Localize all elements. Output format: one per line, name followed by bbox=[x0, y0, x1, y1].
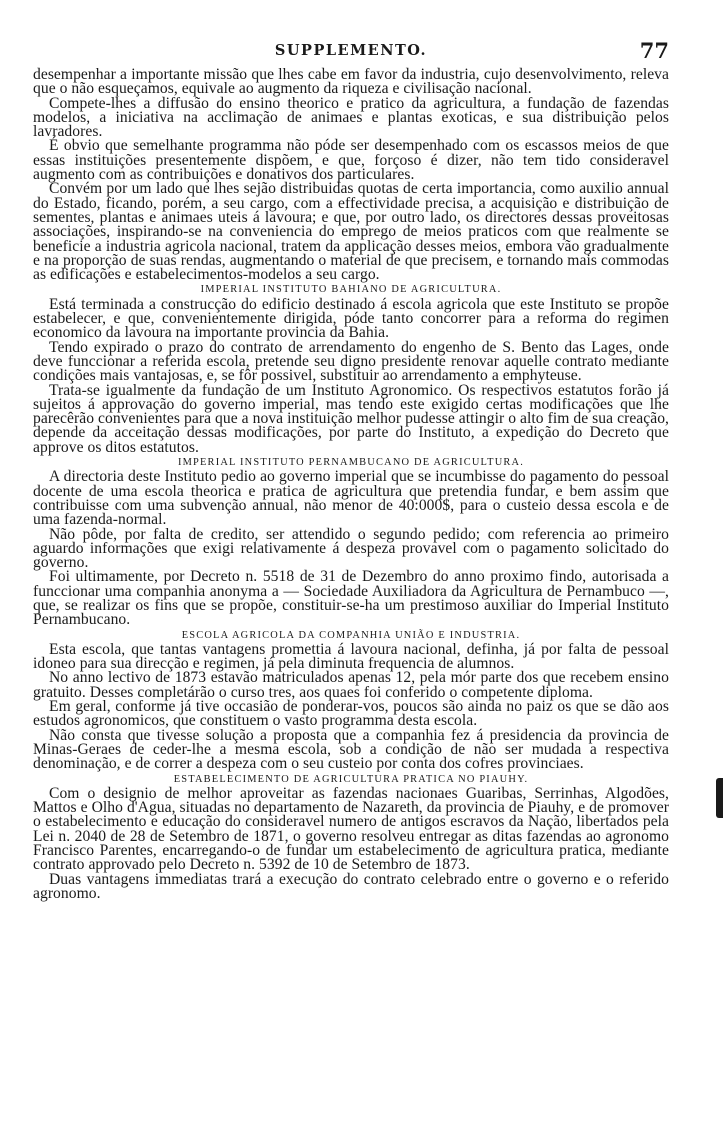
paragraph: Trata-se igualmente da fundação de um Instituto Agronomico. Os respectivos estatutos forão já sujeitos á approvação do governo imperial, mas tendo este exigido certas modificações que lhe parecêrão convenientes para que a nova instituição melhor pudesse attingir o alto fim de sua creação, depende da acceitação dessas modificações, por parte do Instituto, a expedição do Decreto que approve os ditos estatutos. bbox=[33, 381, 669, 456]
page-number: 77 bbox=[639, 38, 669, 63]
page-body bbox=[33, 68, 669, 901]
paragraph: Não pôde, por falta de credito, ser attendido o segundo pedido; com referencia ao primeiro aguardo informações que exigi relativamente á despeza provavel com o pagamento solicitado do governo. bbox=[33, 525, 669, 572]
paragraph: Tendo expirado o prazo do contrato de arrendamento do engenho de S. Bento das Lages, onde deve funccionar a referida escola, pretende seu digno presidente renovar aquelle contrato mediante condições mais vantajosas, e, se fôr possivel, substituir ao arrendamento a emphyteuse. bbox=[33, 338, 669, 385]
paragraph: Em geral, conforme já tive occasião de ponderar-vos, poucos são ainda no paiz os que se dão aos estudos agronomicos, que constituem o vasto programma desta escola. bbox=[33, 698, 669, 730]
running-title: SUPPLEMENTO. bbox=[274, 42, 428, 59]
book-page bbox=[33, 40, 669, 901]
paragraph: Esta escola, que tantas vantagens promettia á lavoura nacional, definha, já por falta de pessoal idoneo para sua direcção e regimen, já pela diminuta frequencia de alumnos. bbox=[33, 640, 669, 673]
paragraph: Duas vantagens immediatas trará a execução do contrato celebrado entre o governo e o referido agronomo. bbox=[33, 870, 669, 902]
page-header bbox=[33, 40, 669, 68]
paragraph: Com o designio de melhor aproveitar as fazendas nacionaes Guaribas, Serrinhas, Algodões, Mattos e Olho d'Agua, situadas no departamento de Nazareth, da provincia de Piauhy, e de promover o estabelecimento e educação do consideravel numero de antigos escravos da Nação, libertados pela Lei n. 2040 de 28 de Setembro de 1871, o governo resolveu entregar as ditas fazendas ao agronomo Francisco Parentes, encarregando-o de fundar um estabelecimento de agricultura pratica, mediante contrato approvado pelo Decreto n. 5392 de 10 de Setembro de 1873. bbox=[33, 784, 669, 874]
paragraph: A directoria deste Instituto pedio ao governo imperial que se incumbisse do pagamento do pessoal docente de uma escola theorica e pratica de agricultura que pretendia fundar, e bem assim que contribuisse com uma subvenção annual, não menor de 40:000$, para o custeio dessa escola e de uma fazenda-normal. bbox=[33, 468, 669, 529]
paragraph: É obvio que semelhante programma não póde ser desempenhado com os escassos meios de que essas instituições presentemente dispõem, e que, forçoso é dizer, não tem tido consideravel augmento com as contribuições e donativos dos particulares. bbox=[33, 137, 669, 184]
margin-ink-mark bbox=[716, 778, 723, 818]
paragraph: Está terminada a construcção do edificio destinado á escola agricola que este Instituto se propõe estabelecer, e que, convenientemente dirigida, póde tanto concorrer para a reforma do regimen economico da lavoura na importante provincia da Bahia. bbox=[33, 295, 669, 342]
paragraph: desempenhar a importante missão que lhes cabe em favor da industria, cujo desenvolvimento, releva que o não esqueçamos, equivale ao augmento da riqueza e civilisação nacional. bbox=[33, 66, 669, 98]
paragraph: Não consta que tivesse solução a proposta que a companhia fez á presidencia da provincia de Minas-Geraes de ceder-lhe a mesma escola, sob a condição de não ser mudada a respectiva denominação, e de correr a despeza com o seu custeio por conta dos cofres provinciaes. bbox=[33, 726, 669, 773]
paragraph: Convém por um lado que lhes sejão distribuidas quotas de certa importancia, como auxilio annual do Estado, ficando, porém, a seu cargo, com a effectividade precisa, a acquisição e distribuição de sementes, plantas e animaes uteis á lavoura; e que, por outro lado, os directores dessas proveitosas associações, inspirando-se na conveniencia do emprego de meios praticos com que realmente se beneficie a industria agricola nacional, tratem da applicação desses meios, embora vão gradualmente e na proporção de suas rendas, augmentando o material de que precisem, e tornando mais commodas as edificações e estabelecimentos-modelos a seu cargo. bbox=[33, 180, 669, 284]
paragraph: Compete-lhes a diffusão do ensino theorico e pratico da agricultura, a fundação de fazendas modelos, a iniciativa na acclimação de animaes e plantas exoticas, e sua distribuição pelos lavradores. bbox=[33, 94, 669, 141]
section-heading-bahia: IMPERIAL INSTITUTO BAHIANO DE AGRICULTURA. bbox=[200, 284, 502, 296]
section-heading-pernambuco: IMPERIAL INSTITUTO PERNAMBUCANO DE AGRICULTURA. bbox=[177, 457, 525, 469]
section-heading-piauhy: ESTABELECIMENTO DE AGRICULTURA PRATICA NO PIAUHY. bbox=[173, 773, 529, 785]
section-heading-uniao-industria: ESCOLA AGRICOLA DA COMPANHIA UNIÃO E INDUSTRIA. bbox=[181, 629, 521, 641]
paragraph: Foi ultimamente, por Decreto n. 5518 de 31 de Dezembro do anno proximo findo, autorisada a funccionar uma companhia anonyma a — Sociedade Auxiliadora da Agricultura de Pernambuco —, que, se realizar os fins que se propõe, constituir-se-ha um prestimoso auxiliar do Imperial Instituto Pernambucano. bbox=[33, 568, 669, 629]
paragraph: No anno lectivo de 1873 estavão matriculados apenas 12, pela mór parte dos que recebem ensino gratuito. Desses completárão o curso tres, aos quaes foi conferido o competente diploma. bbox=[33, 669, 669, 701]
